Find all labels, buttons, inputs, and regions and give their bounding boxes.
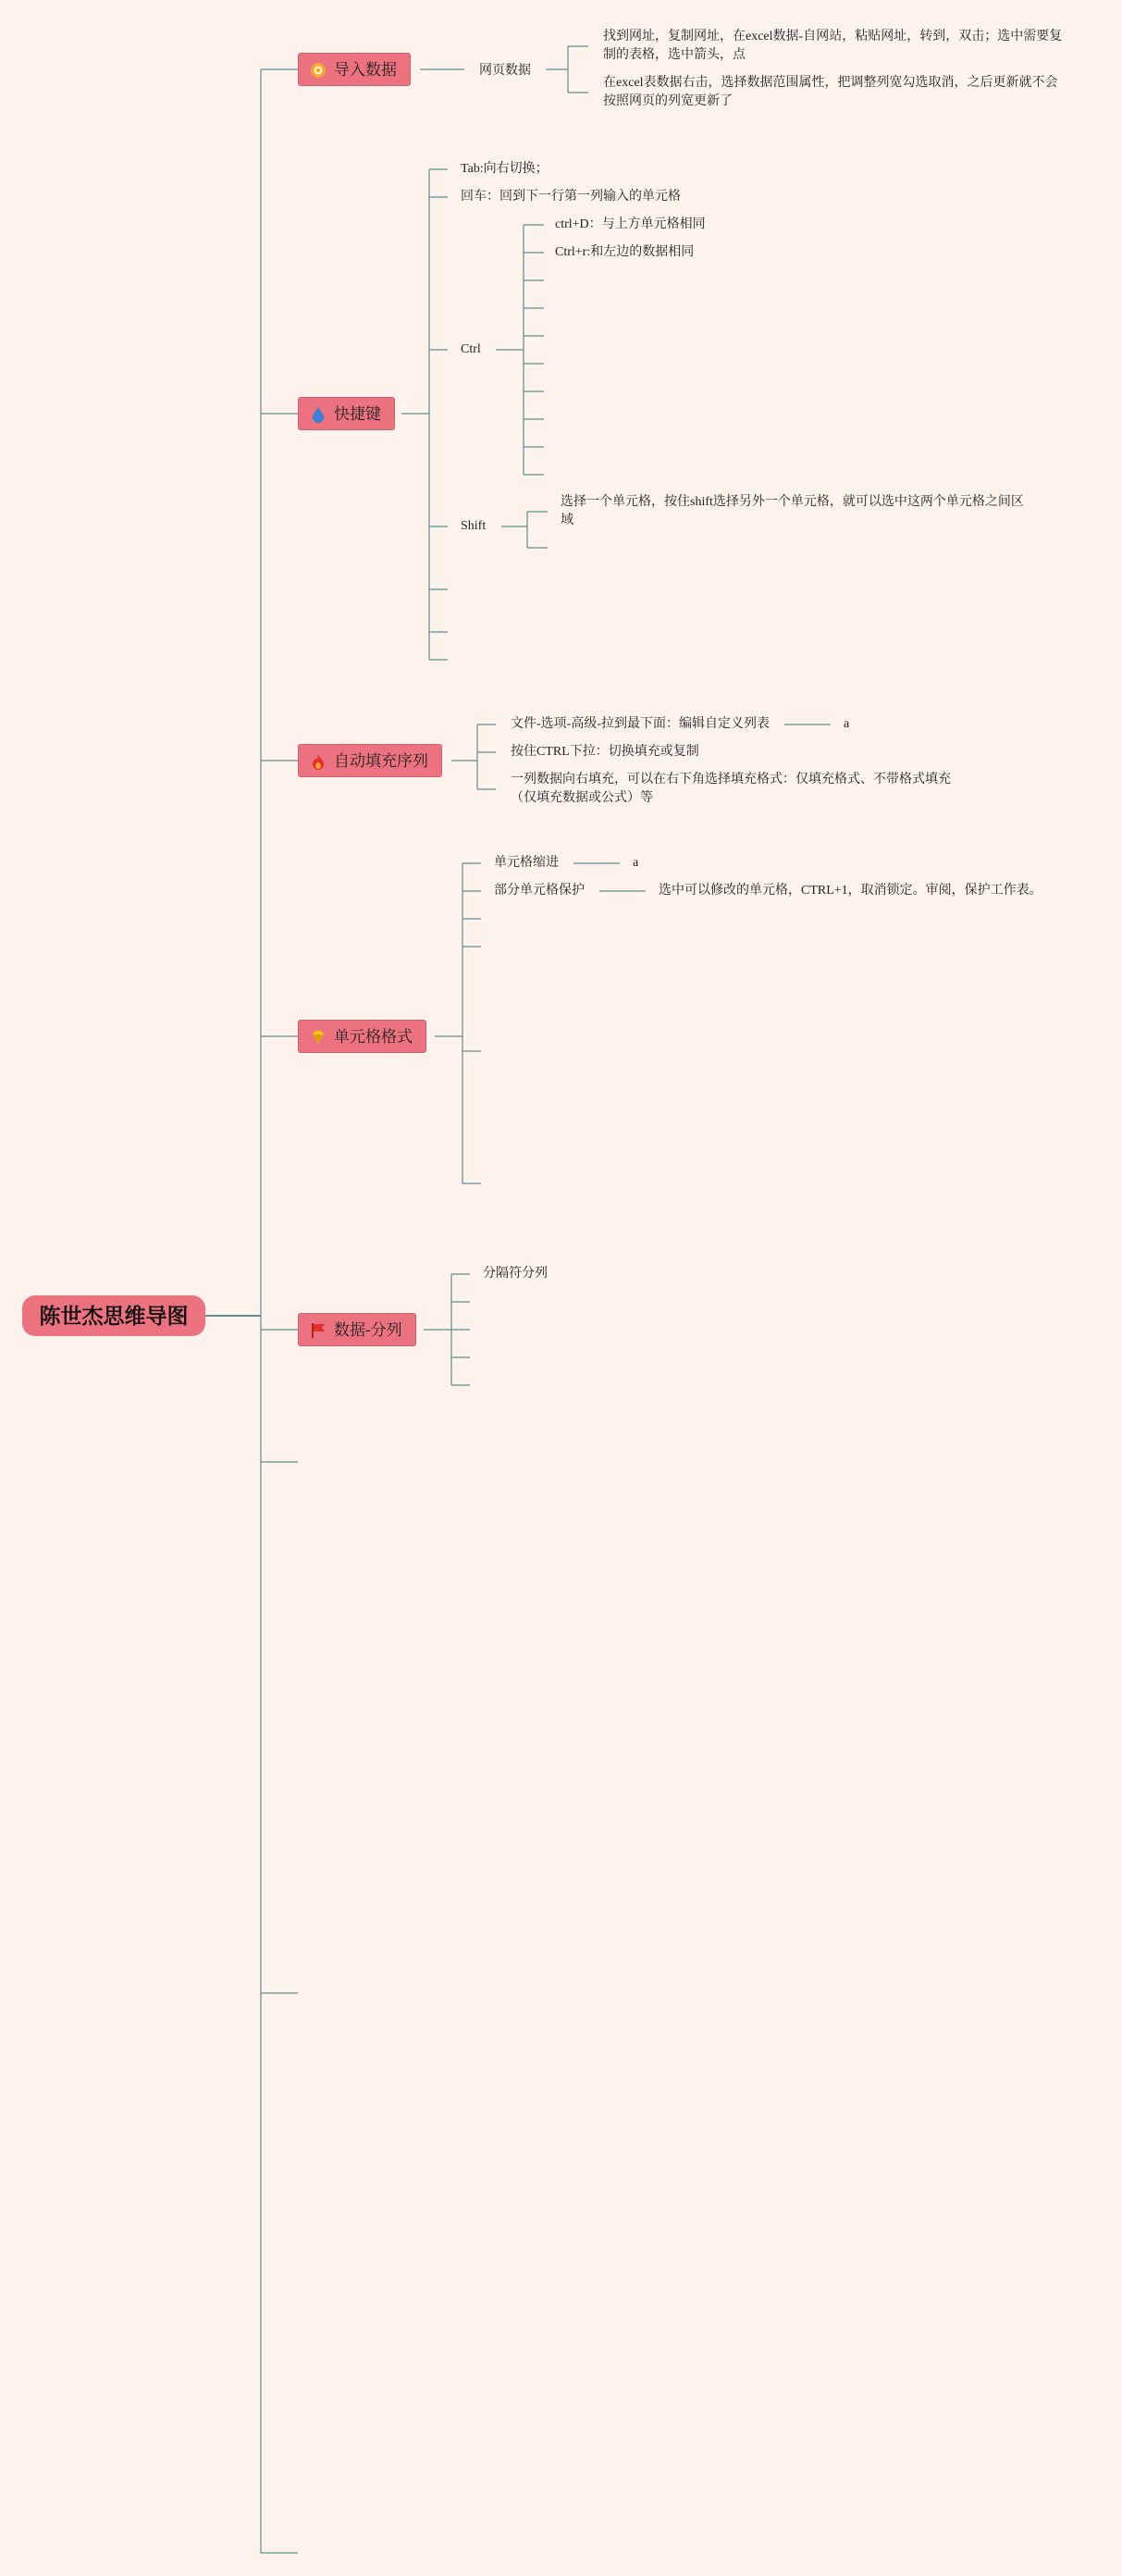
fire-icon bbox=[310, 753, 327, 770]
node-custom-list[interactable]: 文件-选项-高级-拉到最下面：编辑自定义列表 bbox=[511, 717, 770, 731]
topic-label: 单元格格式 bbox=[334, 1028, 413, 1046]
node-enter-shortcut[interactable]: 回车：回到下一行第一列输入的单元格 bbox=[461, 190, 681, 204]
topic-cell-format[interactable] bbox=[298, 1020, 426, 1053]
node-shift[interactable]: Shift bbox=[461, 519, 487, 533]
water-drop-icon bbox=[310, 406, 327, 423]
node-custom-list-sub[interactable]: a bbox=[844, 717, 850, 731]
node-ctrl-drag[interactable]: 按住CTRL下拉：切换填充或复制 bbox=[511, 745, 699, 759]
topic-import-data[interactable] bbox=[298, 53, 411, 86]
note-web-import-property[interactable]: 在excel表数据右击，选择数据范围属性，把调整列宽勾选取消，之后更新就不会按照网页的列宽更新了 bbox=[603, 76, 1058, 108]
topic-label: 快捷键 bbox=[334, 405, 381, 423]
topic-data-split[interactable] bbox=[298, 1313, 416, 1346]
topic-label: 导入数据 bbox=[334, 61, 397, 79]
node-ctrl-r[interactable]: Ctrl+r:和左边的数据相同 bbox=[555, 245, 695, 259]
node-delimiter-split[interactable]: 分隔符分列 bbox=[483, 1267, 548, 1281]
topic-autofill-series[interactable] bbox=[298, 744, 442, 777]
gem-icon bbox=[310, 1029, 327, 1046]
note-web-import-steps[interactable]: 找到网址，复制网址，在excel数据-自网站，粘贴网址，转到，双击；选中需要复制的表格，选中箭头，点 bbox=[603, 30, 1063, 62]
gear-flower-icon bbox=[310, 62, 327, 79]
node-cell-protect[interactable]: 部分单元格保护 bbox=[494, 884, 585, 898]
node-tab-shortcut[interactable]: Tab:向右切换； bbox=[461, 162, 549, 176]
topic-shortcuts[interactable] bbox=[298, 397, 395, 430]
node-cell-indent-sub[interactable]: a bbox=[633, 856, 639, 870]
flag-icon bbox=[310, 1322, 327, 1339]
node-fill-right[interactable]: 一列数据向右填充，可以在右下角选择填充格式：仅填充格式、不带格式填充（仅填充数据或公式）等 bbox=[511, 773, 951, 805]
node-web-data[interactable]: 网页数据 bbox=[479, 62, 531, 77]
topic-label: 数据-分列 bbox=[334, 1321, 402, 1339]
root-node[interactable]: 陈世杰思维导图 bbox=[22, 1295, 205, 1336]
node-cell-protect-steps[interactable]: 选中可以修改的单元格，CTRL+1，取消锁定。审阅，保护工作表。 bbox=[659, 884, 1042, 898]
topic-label: 自动填充序列 bbox=[334, 752, 428, 770]
node-shift-select-range[interactable]: 选择一个单元格，按住shift选择另外一个单元格，就可以选中这两个单元格之间区域 bbox=[561, 495, 1024, 527]
node-cell-indent[interactable]: 单元格缩进 bbox=[494, 856, 559, 870]
node-ctrl-d[interactable]: ctrl+D：与上方单元格相同 bbox=[555, 217, 706, 231]
node-ctrl[interactable]: Ctrl bbox=[461, 342, 481, 356]
